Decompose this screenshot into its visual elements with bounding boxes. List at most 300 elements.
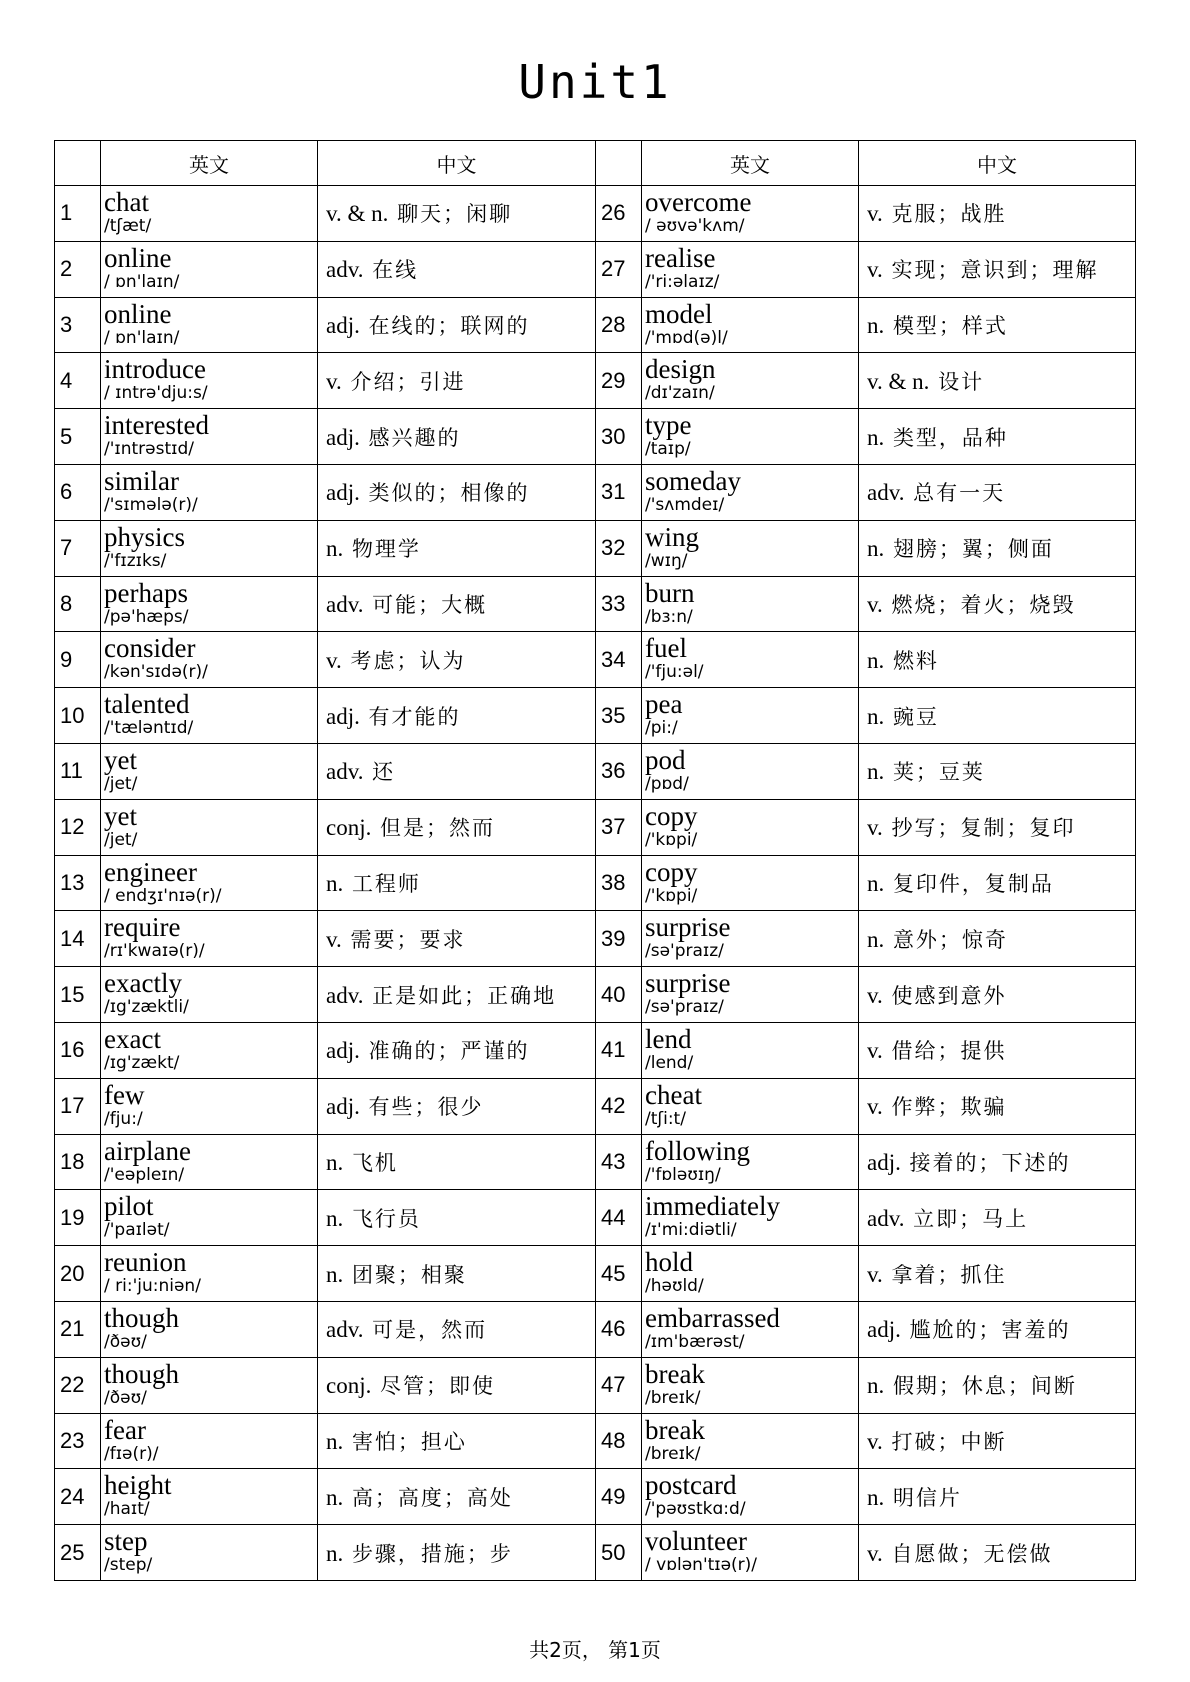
entry-meaning: 飞机 <box>351 1150 398 1175</box>
entry-english <box>642 241 859 297</box>
table-row <box>55 1469 1136 1525</box>
entry-phonetic: /'kɒpi/ <box>645 885 698 906</box>
entry-english <box>642 1022 859 1078</box>
entry-word: yet <box>104 744 137 775</box>
entry-word: copy <box>645 800 698 831</box>
entry-word: yet <box>104 800 137 831</box>
entry-english <box>101 1301 318 1357</box>
entry-english <box>642 464 859 520</box>
entry-number: 44 <box>596 1190 642 1246</box>
entry-meaning: 荚；豆荚 <box>892 760 985 785</box>
entry-chinese <box>859 464 1136 520</box>
header-row <box>55 141 1136 186</box>
entry-chinese <box>859 186 1136 242</box>
entry-meaning: 在线 <box>372 258 419 283</box>
entry-part-of-speech: n. <box>326 870 344 896</box>
entry-part-of-speech: n. <box>867 1373 885 1399</box>
table-row <box>55 1525 1136 1581</box>
entry-english <box>642 967 859 1023</box>
entry-word: few <box>104 1079 145 1110</box>
entry-chinese <box>859 1190 1136 1246</box>
entry-part-of-speech: v. <box>326 647 342 673</box>
entry-part-of-speech: conj. <box>326 1373 372 1399</box>
entry-number: 8 <box>55 576 101 632</box>
entry-meaning: 克服；战胜 <box>891 202 1007 227</box>
entry-part-of-speech: v. <box>867 815 883 841</box>
entry-meaning: 考虑；认为 <box>350 648 466 673</box>
entry-phonetic: /'sɪmələ(r)/ <box>104 494 198 515</box>
entry-english <box>101 353 318 409</box>
entry-chinese <box>318 186 596 242</box>
entry-chinese <box>859 1022 1136 1078</box>
entry-word: design <box>645 354 716 385</box>
entry-chinese <box>318 1134 596 1190</box>
entry-word: hold <box>645 1247 694 1278</box>
entry-number: 4 <box>55 353 101 409</box>
entry-part-of-speech: v. <box>867 1540 883 1566</box>
entry-chinese <box>859 409 1136 465</box>
entry-meaning: 可是，然而 <box>372 1318 488 1343</box>
entry-meaning: 准确的；严谨的 <box>368 1039 530 1064</box>
table-row <box>55 632 1136 688</box>
entry-phonetic: /kən'sɪdə(r)/ <box>104 662 208 683</box>
entry-chinese <box>859 911 1136 967</box>
entry-meaning: 实现；意识到；理解 <box>891 258 1099 283</box>
entry-phonetic: /pə'hæps/ <box>104 606 189 627</box>
entry-number: 7 <box>55 520 101 576</box>
header-english-right: 英文 <box>642 141 859 186</box>
entry-part-of-speech: adv. <box>326 982 364 1008</box>
entry-phonetic: /tʃi:t/ <box>645 1108 686 1129</box>
entry-number: 45 <box>596 1246 642 1302</box>
entry-chinese <box>318 1190 596 1246</box>
entry-phonetic: /jet/ <box>104 773 138 794</box>
header-chinese-right: 中文 <box>859 141 1136 186</box>
entry-part-of-speech: adv. <box>326 257 364 283</box>
entry-word: though <box>104 1358 180 1389</box>
table-row <box>55 520 1136 576</box>
entry-chinese <box>859 1301 1136 1357</box>
entry-meaning: 拿着；抓住 <box>891 1262 1007 1287</box>
entry-word: break <box>645 1414 705 1445</box>
entry-word: someday <box>645 465 741 496</box>
entry-phonetic: /pi:/ <box>645 718 678 739</box>
entry-word: airplane <box>104 1135 191 1166</box>
entry-english <box>642 1078 859 1134</box>
entry-word: postcard <box>645 1470 737 1501</box>
entry-phonetic: /ɪm'bærəst/ <box>645 1331 745 1352</box>
entry-phonetic: /ðəʊ/ <box>104 1387 147 1408</box>
entry-english <box>642 799 859 855</box>
entry-word: though <box>104 1302 180 1333</box>
table-row <box>55 1246 1136 1302</box>
entry-chinese <box>318 409 596 465</box>
entry-meaning: 接着的；下述的 <box>909 1150 1071 1175</box>
entry-phonetic: /'ɪntrəstɪd/ <box>104 439 194 460</box>
entry-meaning: 还 <box>372 760 396 785</box>
entry-phonetic: /pɒd/ <box>645 773 689 794</box>
entry-number: 41 <box>596 1022 642 1078</box>
entry-meaning: 自愿做；无偿做 <box>891 1541 1053 1566</box>
entry-number: 24 <box>55 1469 101 1525</box>
entry-meaning: 尽管；即使 <box>380 1374 496 1399</box>
entry-part-of-speech: v. <box>326 926 342 952</box>
entry-word: reunion <box>104 1247 187 1278</box>
entry-word: step <box>104 1526 148 1557</box>
entry-word: break <box>645 1358 705 1389</box>
entry-word: interested <box>104 410 209 441</box>
table-row <box>55 1022 1136 1078</box>
entry-part-of-speech: v. & n. <box>326 201 389 227</box>
entry-word: realise <box>645 242 716 273</box>
entry-chinese <box>318 1525 596 1581</box>
entry-part-of-speech: n. <box>867 926 885 952</box>
entry-number: 50 <box>596 1525 642 1581</box>
entry-chinese <box>859 297 1136 353</box>
entry-meaning: 假期；休息；间断 <box>892 1374 1077 1399</box>
entry-part-of-speech: v. <box>867 1261 883 1287</box>
entry-meaning: 在线的；联网的 <box>368 313 530 338</box>
entry-meaning: 可能；大概 <box>372 592 488 617</box>
entry-number: 32 <box>596 520 642 576</box>
entry-part-of-speech: n. <box>867 759 885 785</box>
entry-part-of-speech: n. <box>867 424 885 450</box>
entry-english <box>101 1525 318 1581</box>
entry-chinese <box>318 1357 596 1413</box>
entry-english <box>101 409 318 465</box>
entry-english <box>101 632 318 688</box>
entry-english <box>642 632 859 688</box>
table-row <box>55 799 1136 855</box>
entry-chinese <box>859 967 1136 1023</box>
entry-english <box>101 1190 318 1246</box>
entry-part-of-speech: adv. <box>867 1205 905 1231</box>
entry-phonetic: /breɪk/ <box>645 1387 701 1408</box>
entry-english <box>642 297 859 353</box>
entry-phonetic: /ɪg'zækt/ <box>104 1052 180 1073</box>
entry-phonetic: /həʊld/ <box>645 1276 704 1297</box>
entry-part-of-speech: n. <box>326 536 344 562</box>
entry-part-of-speech: v. <box>867 1038 883 1064</box>
entry-english <box>101 576 318 632</box>
entry-chinese <box>318 688 596 744</box>
entry-word: burn <box>645 577 695 608</box>
vocabulary-table <box>54 140 1136 1581</box>
entry-word: following <box>645 1135 750 1166</box>
entry-english <box>642 186 859 242</box>
entry-phonetic: / ɪntrə'dju:s/ <box>104 383 208 404</box>
entry-meaning: 总有一天 <box>913 481 1006 506</box>
entry-word: chat <box>104 187 149 217</box>
entry-part-of-speech: n. <box>326 1205 344 1231</box>
entry-english <box>642 1525 859 1581</box>
entry-word: fuel <box>645 633 687 664</box>
entry-chinese <box>859 799 1136 855</box>
entry-word: height <box>104 1470 172 1501</box>
entry-part-of-speech: v. <box>326 368 342 394</box>
entry-meaning: 作弊；欺骗 <box>891 1095 1007 1120</box>
entry-english <box>642 353 859 409</box>
entry-english <box>101 1246 318 1302</box>
entry-phonetic: / ɒn'laɪn/ <box>104 271 180 292</box>
entry-number: 12 <box>55 799 101 855</box>
table-row <box>55 1190 1136 1246</box>
table-row <box>55 1357 1136 1413</box>
entry-number: 30 <box>596 409 642 465</box>
entry-english <box>101 855 318 911</box>
entry-number: 23 <box>55 1413 101 1469</box>
entry-word: talented <box>104 689 190 720</box>
entry-number: 20 <box>55 1246 101 1302</box>
entry-phonetic: /ɪg'zæktli/ <box>104 997 189 1018</box>
entry-english <box>642 743 859 799</box>
entry-number: 46 <box>596 1301 642 1357</box>
entry-meaning: 但是；然而 <box>380 816 496 841</box>
table-row <box>55 241 1136 297</box>
entry-number: 35 <box>596 688 642 744</box>
entry-word: introduce <box>104 354 206 385</box>
entry-part-of-speech: v. <box>867 982 883 1008</box>
entry-number: 21 <box>55 1301 101 1357</box>
entry-number: 6 <box>55 464 101 520</box>
entry-part-of-speech: v. <box>867 257 883 283</box>
entry-word: perhaps <box>104 577 188 608</box>
entry-phonetic: / ɒn'laɪn/ <box>104 327 180 348</box>
entry-english <box>101 967 318 1023</box>
entry-part-of-speech: n. <box>867 312 885 338</box>
entry-phonetic: /taɪp/ <box>645 439 691 460</box>
entry-number: 14 <box>55 911 101 967</box>
entry-phonetic: /'ri:əlaɪz/ <box>645 271 720 292</box>
entry-part-of-speech: n. <box>326 1540 344 1566</box>
entry-phonetic: /'tæləntɪd/ <box>104 718 194 739</box>
table-row <box>55 464 1136 520</box>
entry-number: 37 <box>596 799 642 855</box>
entry-word: immediately <box>645 1191 780 1222</box>
entry-number: 39 <box>596 911 642 967</box>
header-num-left <box>55 141 101 186</box>
entry-word: consider <box>104 633 196 664</box>
entry-number: 31 <box>596 464 642 520</box>
entry-number: 38 <box>596 855 642 911</box>
entry-english <box>642 1469 859 1525</box>
entry-word: exactly <box>104 968 182 999</box>
entry-phonetic: / endʒɪ'nɪə(r)/ <box>104 885 222 906</box>
entry-chinese <box>318 1469 596 1525</box>
table-row <box>55 1134 1136 1190</box>
entry-chinese <box>318 1413 596 1469</box>
entry-part-of-speech: adj. <box>326 480 360 506</box>
entry-part-of-speech: v. <box>867 201 883 227</box>
entry-meaning: 团聚；相聚 <box>351 1262 467 1287</box>
entry-meaning: 借给；提供 <box>891 1039 1007 1064</box>
entry-phonetic: /'fju:əl/ <box>645 662 704 683</box>
entry-english <box>642 1190 859 1246</box>
table-row <box>55 1301 1136 1357</box>
entry-part-of-speech: n. <box>326 1428 344 1454</box>
entry-english <box>642 1357 859 1413</box>
entry-word: require <box>104 912 181 943</box>
entry-number: 10 <box>55 688 101 744</box>
entry-chinese <box>859 688 1136 744</box>
entry-part-of-speech: n. <box>867 1484 885 1510</box>
page-footer: 共2页， 第1页 <box>529 1638 661 1662</box>
entry-phonetic: /fju:/ <box>104 1108 143 1129</box>
entry-phonetic: / ri:'ju:niən/ <box>104 1276 201 1297</box>
entry-phonetic: /dɪ'zaɪn/ <box>645 383 715 404</box>
entry-english <box>642 576 859 632</box>
entry-word: embarrassed <box>645 1302 780 1333</box>
entry-chinese <box>859 241 1136 297</box>
entry-part-of-speech: n. <box>326 1261 344 1287</box>
header-english-left: 英文 <box>101 141 318 186</box>
entry-phonetic: /'eəpleɪn/ <box>104 1164 185 1185</box>
entry-english <box>101 241 318 297</box>
entry-english <box>101 520 318 576</box>
header-chinese-left: 中文 <box>318 141 596 186</box>
entry-english <box>101 1357 318 1413</box>
entry-part-of-speech: n. <box>326 1149 344 1175</box>
entry-word: model <box>645 298 713 329</box>
entry-chinese <box>859 1413 1136 1469</box>
entry-phonetic: /breɪk/ <box>645 1443 701 1464</box>
entry-number: 9 <box>55 632 101 688</box>
entry-part-of-speech: n. <box>326 1484 344 1510</box>
entry-part-of-speech: adj. <box>326 1038 360 1064</box>
entry-chinese <box>859 632 1136 688</box>
entry-number: 34 <box>596 632 642 688</box>
entry-part-of-speech: v. <box>867 1428 883 1454</box>
entry-part-of-speech: adj. <box>326 312 360 338</box>
table-row <box>55 409 1136 465</box>
entry-chinese <box>859 520 1136 576</box>
entry-number: 42 <box>596 1078 642 1134</box>
entry-meaning: 打破；中断 <box>891 1429 1007 1454</box>
entry-number: 17 <box>55 1078 101 1134</box>
table-row <box>55 855 1136 911</box>
entry-chinese <box>318 967 596 1023</box>
entry-english <box>101 464 318 520</box>
entry-word: surprise <box>645 968 731 999</box>
entry-phonetic: /ɪ'mi:diətli/ <box>645 1220 737 1241</box>
entry-phonetic: /sə'praɪz/ <box>645 997 724 1018</box>
entry-chinese <box>859 855 1136 911</box>
entry-word: pod <box>645 744 686 775</box>
entry-english <box>101 297 318 353</box>
entry-phonetic: /ðəʊ/ <box>104 1331 147 1352</box>
entry-phonetic: /haɪt/ <box>104 1499 150 1520</box>
table-row <box>55 743 1136 799</box>
entry-phonetic: /jet/ <box>104 829 138 850</box>
entry-chinese <box>859 1357 1136 1413</box>
entry-english <box>642 409 859 465</box>
entry-chinese <box>318 353 596 409</box>
entry-word: similar <box>104 465 179 496</box>
entry-number: 47 <box>596 1357 642 1413</box>
entry-phonetic: /fɪə(r)/ <box>104 1443 159 1464</box>
entry-number: 26 <box>596 186 642 242</box>
entry-word: type <box>645 410 692 441</box>
entry-phonetic: /'fɪzɪks/ <box>104 550 167 571</box>
entry-meaning: 需要；要求 <box>350 927 466 952</box>
entry-phonetic: /wɪŋ/ <box>645 550 688 571</box>
entry-chinese <box>318 464 596 520</box>
entry-meaning: 立即；马上 <box>913 1206 1029 1231</box>
vocabulary-body <box>55 186 1136 1581</box>
entry-part-of-speech: adv. <box>326 591 364 617</box>
entry-number: 49 <box>596 1469 642 1525</box>
entry-number: 1 <box>55 186 101 242</box>
table-row <box>55 297 1136 353</box>
entry-meaning: 意外；惊奇 <box>892 927 1008 952</box>
entry-english <box>642 1301 859 1357</box>
entry-meaning: 抄写；复制；复印 <box>891 816 1076 841</box>
entry-chinese <box>859 1525 1136 1581</box>
entry-word: online <box>104 298 172 329</box>
entry-part-of-speech: n. <box>867 647 885 673</box>
entry-part-of-speech: n. <box>867 870 885 896</box>
entry-phonetic: /'paɪlət/ <box>104 1220 170 1241</box>
entry-chinese <box>859 1469 1136 1525</box>
entry-word: pea <box>645 689 683 720</box>
entry-meaning: 类似的；相像的 <box>368 481 530 506</box>
entry-number: 5 <box>55 409 101 465</box>
entry-number: 15 <box>55 967 101 1023</box>
entry-phonetic: /'sʌmdeɪ/ <box>645 494 725 515</box>
entry-number: 3 <box>55 297 101 353</box>
entry-meaning: 感兴趣的 <box>368 425 461 450</box>
entry-part-of-speech: adj. <box>326 424 360 450</box>
entry-meaning: 复印件，复制品 <box>892 871 1054 896</box>
entry-english <box>642 520 859 576</box>
entry-part-of-speech: adv. <box>867 480 905 506</box>
entry-meaning: 害怕；担心 <box>351 1429 467 1454</box>
entry-part-of-speech: adj. <box>326 703 360 729</box>
entry-word: copy <box>645 856 698 887</box>
entry-number: 43 <box>596 1134 642 1190</box>
entry-chinese <box>859 743 1136 799</box>
entry-part-of-speech: adj. <box>867 1317 901 1343</box>
entry-word: cheat <box>645 1079 702 1110</box>
entry-english <box>101 1078 318 1134</box>
entry-number: 40 <box>596 967 642 1023</box>
entry-part-of-speech: v. & n. <box>867 368 930 394</box>
entry-meaning: 介绍；引进 <box>350 369 466 394</box>
entry-number: 18 <box>55 1134 101 1190</box>
entry-meaning: 有些；很少 <box>368 1095 484 1120</box>
entry-english <box>642 1134 859 1190</box>
entry-phonetic: /step/ <box>104 1555 153 1576</box>
entry-word: surprise <box>645 912 731 943</box>
entry-word: lend <box>645 1023 692 1054</box>
entry-word: exact <box>104 1023 161 1054</box>
entry-meaning: 翅膀；翼；侧面 <box>892 537 1054 562</box>
entry-meaning: 聊天；闲聊 <box>397 202 513 227</box>
entry-english <box>642 1246 859 1302</box>
entry-part-of-speech: adv. <box>326 1317 364 1343</box>
entry-part-of-speech: adj. <box>326 1094 360 1120</box>
entry-meaning: 模型；样式 <box>892 313 1008 338</box>
entry-phonetic: /sə'praɪz/ <box>645 941 724 962</box>
entry-number: 22 <box>55 1357 101 1413</box>
entry-english <box>642 688 859 744</box>
entry-phonetic: /lend/ <box>645 1052 694 1073</box>
entry-number: 2 <box>55 241 101 297</box>
entry-phonetic: /tʃæt/ <box>104 216 152 236</box>
entry-chinese <box>859 1134 1136 1190</box>
entry-english <box>101 1469 318 1525</box>
entry-word: online <box>104 242 172 273</box>
